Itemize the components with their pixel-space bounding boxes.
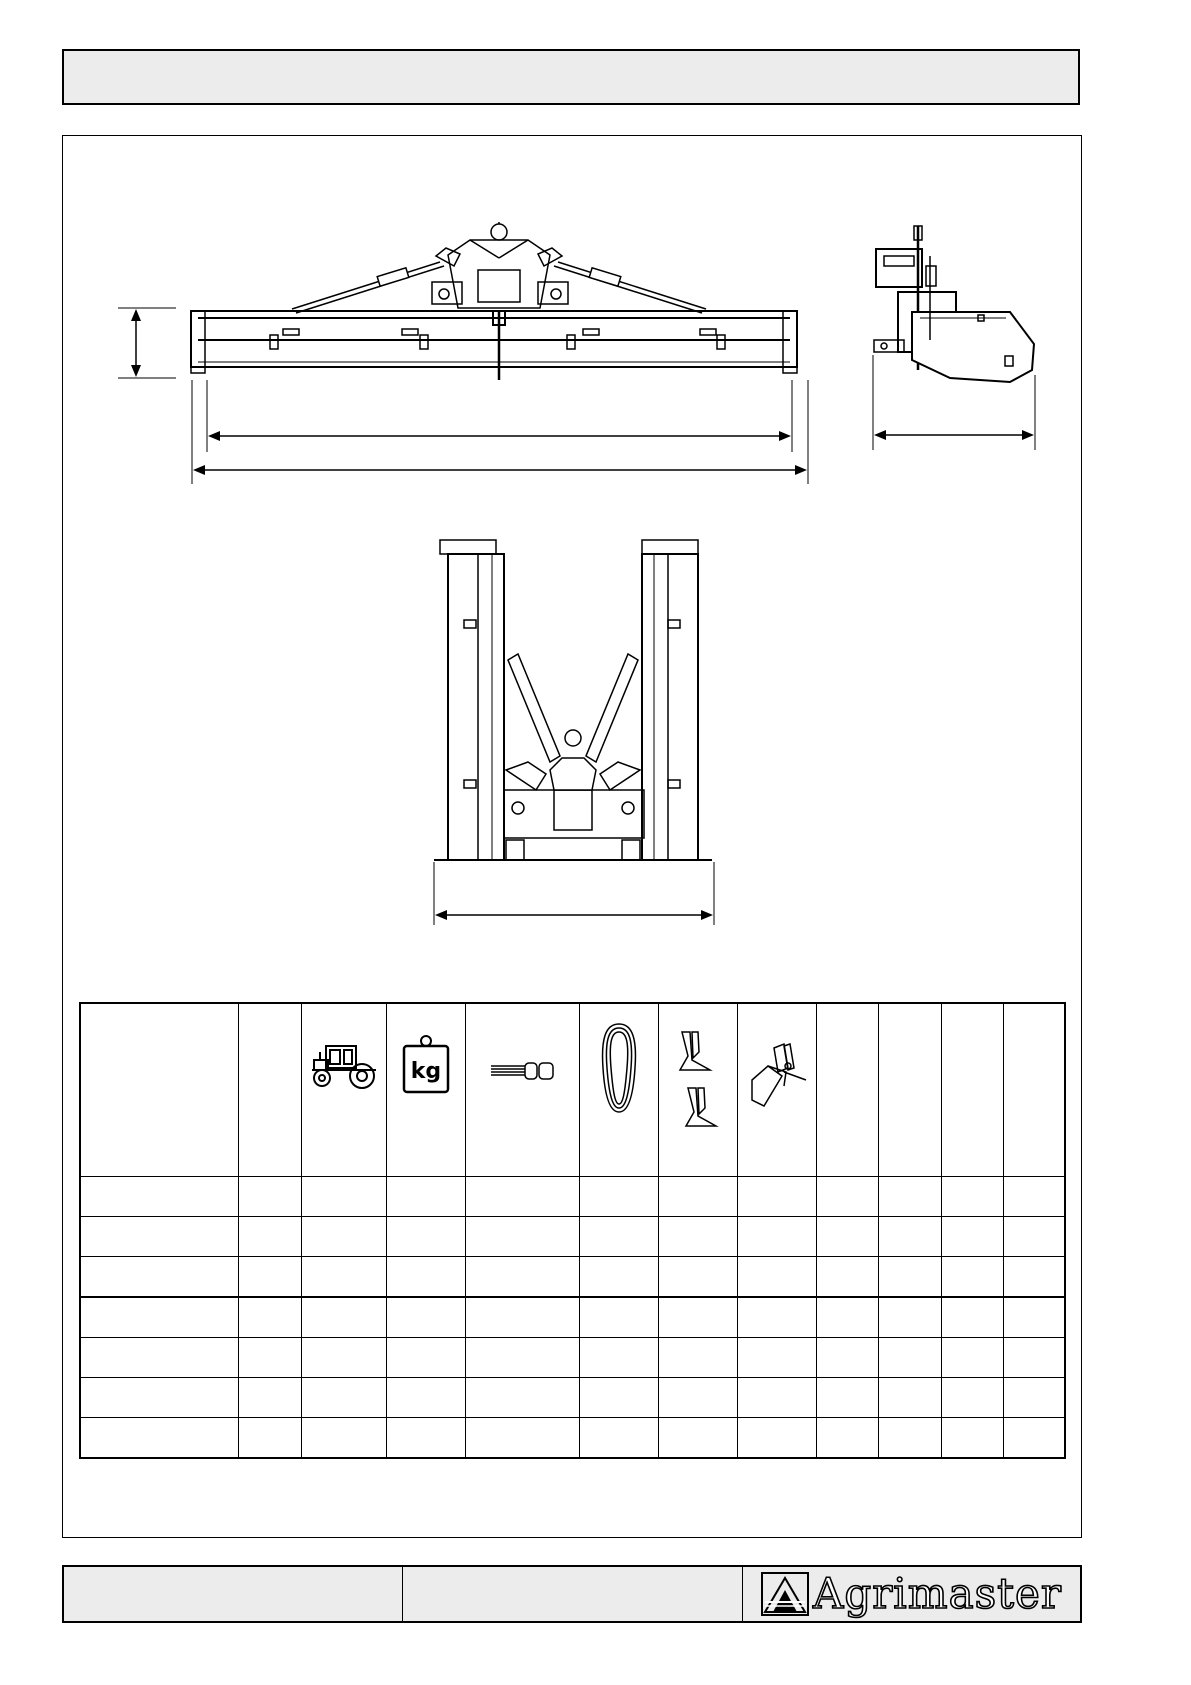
- total-width-dimension: [192, 380, 808, 484]
- brand-logo: [761, 1569, 1062, 1618]
- folded-view-drawing: [428, 535, 728, 930]
- header-cell-tractor: [301, 1003, 386, 1177]
- table-row: [80, 1257, 1065, 1298]
- table-row: [80, 1338, 1065, 1378]
- header-cell: [1003, 1003, 1065, 1177]
- belt-icon: [597, 1020, 641, 1116]
- header-cell-hammer: [737, 1003, 816, 1177]
- pto-shaft-icon: [489, 1060, 555, 1082]
- height-dimension: [118, 308, 176, 378]
- table-row: [80, 1297, 1065, 1338]
- blade-icon: [668, 1030, 728, 1130]
- header-cell: [816, 1003, 878, 1177]
- table-row: [80, 1378, 1065, 1418]
- header-cell-blades: [658, 1003, 737, 1177]
- table-row: [80, 1217, 1065, 1257]
- kg-weight-icon: [401, 1034, 451, 1096]
- front-view-drawing: [110, 215, 820, 485]
- tractor-icon: [308, 1038, 380, 1090]
- header-cell-pto-shaft: [465, 1003, 579, 1177]
- table-row: [80, 1418, 1065, 1459]
- footer-cell-left: [64, 1567, 403, 1621]
- table-row: [80, 1177, 1065, 1217]
- agrimaster-logo-icon: [761, 1572, 809, 1616]
- transport-width-dimension: [434, 862, 714, 925]
- footer-cell-middle: [403, 1567, 743, 1621]
- table-header-row: [80, 1003, 1065, 1177]
- header-cell-belts: [579, 1003, 658, 1177]
- header-bar: [62, 49, 1080, 105]
- working-width-dimension: [207, 380, 792, 452]
- footer-cell-brand: [743, 1567, 1080, 1621]
- hammer-icon: [744, 1042, 810, 1112]
- footer-bar: [62, 1565, 1082, 1623]
- header-cell: [941, 1003, 1003, 1177]
- header-cell-model: [80, 1003, 238, 1177]
- brand-name: Agrimaster: [813, 1569, 1062, 1618]
- header-cell: [878, 1003, 941, 1177]
- kg-label: kg: [410, 1059, 441, 1084]
- side-view-drawing: [866, 222, 1046, 452]
- specifications-table: [79, 1002, 1066, 1459]
- header-cell: [238, 1003, 301, 1177]
- header-cell-weight: [386, 1003, 465, 1177]
